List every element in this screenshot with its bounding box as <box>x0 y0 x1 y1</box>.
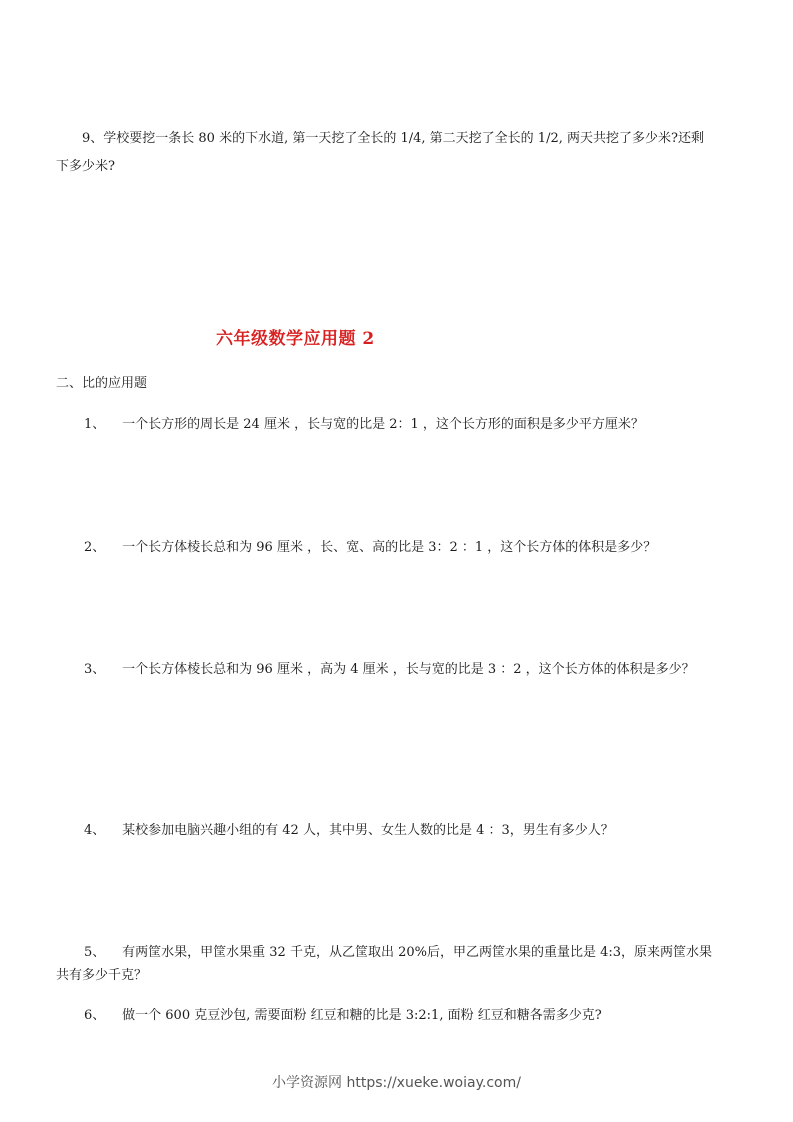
question-5-line-1 <box>84 945 712 961</box>
question-number: 3、 <box>84 662 106 677</box>
question-6 <box>84 1008 602 1024</box>
question-1 <box>84 417 644 433</box>
question-text: 有两筐水果，甲筐水果重 32 千克，从乙筐取出 20%后，甲乙两筐水果的重量比是 4:3，原来两筐水果 <box>122 945 713 960</box>
question-text: 一个长方体棱长总和为 96 厘米 ，长、宽、高的比是 3：2 ：1 ，这个长方体的体积是多少？ <box>122 540 657 555</box>
question-text: 做一个 600 克豆沙包, 需要面粉 红豆和糖的比是 3:2:1, 面粉 红豆和糖各需多少克? <box>122 1008 602 1023</box>
question-number: 5、 <box>84 945 106 960</box>
question-number: 4、 <box>84 823 106 838</box>
question-2 <box>84 540 656 556</box>
question-number: 2、 <box>84 540 106 555</box>
question-text: 一个长方体棱长总和为 96 厘米 ，高为 4 厘米 ，长与宽的比是 3 ：2 ，这个长方体的体积是多少？ <box>122 662 695 677</box>
question-text: 某校参加电脑兴趣小组的有 42 人，其中男、女生人数的比是 4 ：3，男生有多少人？ <box>122 823 614 838</box>
question-5-line-2: 共有多少千克？ <box>56 968 148 983</box>
question-9-line-2: 下多少米? <box>56 159 115 174</box>
section-heading: 二、比的应用题 <box>56 376 148 391</box>
question-9-line-1: 9、学校要挖一条长 80 米的下水道, 第一天挖了全长的 1/4, 第二天挖了全长的 1/2, 两天共挖了多少米?还剩 <box>82 131 704 146</box>
question-number: 6、 <box>84 1008 106 1023</box>
question-number: 1、 <box>84 417 106 432</box>
footer-watermark: 小学资源网 https://xueke.woiay.com/ <box>272 1075 521 1091</box>
question-text: 一个长方形的周长是 24 厘米 ，长与宽的比是 2：1 ，这个长方形的面积是多少平方厘米？ <box>122 417 644 432</box>
section-title: 六年级数学应用题 2 <box>216 329 375 349</box>
question-3 <box>84 662 695 678</box>
question-4 <box>84 823 614 839</box>
